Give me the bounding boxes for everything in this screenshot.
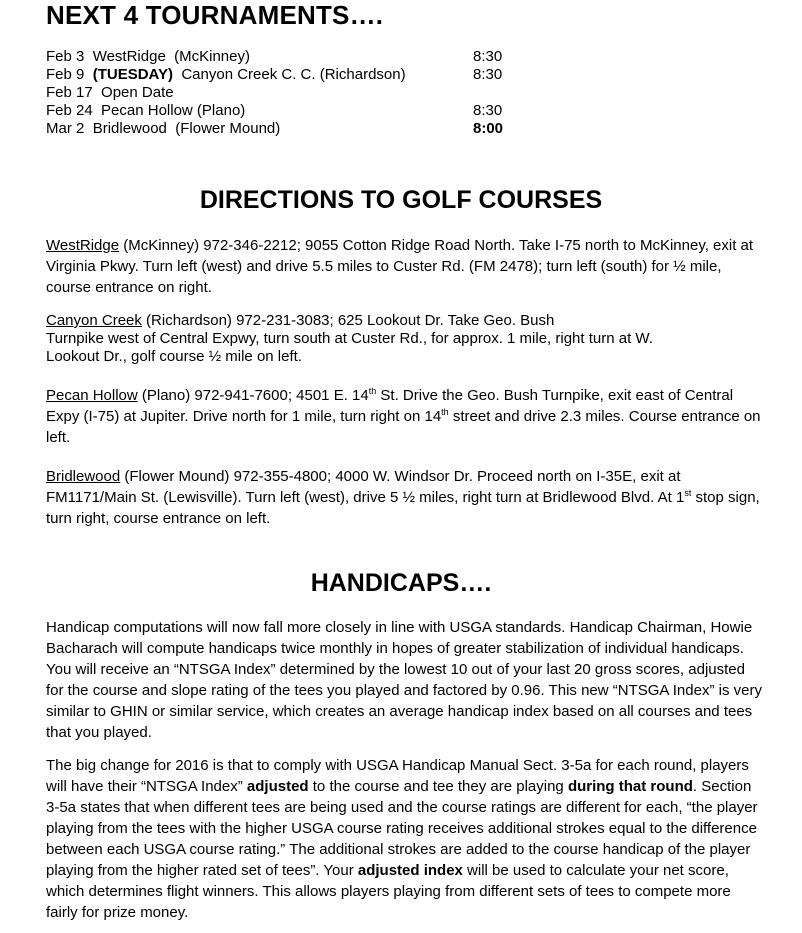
ordinal-suffix: th: [441, 407, 449, 417]
bridlewood-name: Bridlewood: [46, 468, 121, 485]
schedule-date: Feb 24: [46, 102, 93, 119]
canyon-creek-line3: Lookout Dr., golf course ½ mile on left.: [46, 348, 302, 365]
canyon-creek-directions: [46, 312, 766, 366]
schedule-date: Mar 2: [46, 120, 85, 137]
schedule-date: Feb 17: [46, 84, 93, 101]
pecan-hollow-text: St. Drive the Geo. Bush Turnpike, exit east of Central Expy (I-75) at Jupiter. Drive north for 1 mile, turn right on 14: [46, 387, 734, 425]
paragraph-text: will be used to calculate your net score, which determines flight winners. This allows players playing from different sets of tees to compete more fairly for prize money.: [46, 862, 731, 921]
handicaps-paragraph-1: Handicap computations will now fall more closely in line with USGA standards. Handicap Chairman, Howie Bacharach will compute handicaps twice monthly in hopes of greater stabilization of individual handicaps. You will receive an “NTSGA Index” determined by the lowest 10 out of your last 20 gross scores, adjusted for the course and slope rating of the tees you played and factored by 0.96. This new “NTSGA Index” is very similar to GHIN or similar service, which creates an average handicap index based on all courses and tees that you played.: [46, 619, 762, 741]
schedule-time: 8:30: [473, 102, 503, 119]
paragraph-text: The big change for 2016 is that to comply with USGA Handicap Manual Sect. 3-5a for each round, players will have their “NTSGA Index”: [46, 757, 749, 795]
schedule-date: Feb 9: [46, 66, 85, 83]
canyon-creek-line1: (Richardson) 972-231-3083; 625 Lookout Dr. Take Geo. Bush: [141, 312, 555, 329]
paragraph-text: to the course and tee they are playing: [308, 778, 568, 795]
westridge-name: WestRidge: [46, 237, 120, 254]
bridlewood-directions: [46, 466, 766, 529]
schedule-course: Open Date: [101, 84, 174, 101]
emphasis-text: adjusted index: [357, 862, 463, 879]
tournament-schedule: [46, 48, 566, 138]
canyon-creek-name: Canyon Creek: [46, 312, 142, 329]
schedule-day: (TUESDAY): [92, 66, 173, 83]
schedule-course: WestRidge (McKinney): [92, 48, 250, 65]
handicaps-heading: HANDICAPS….: [310, 569, 492, 597]
schedule-time: 8:30: [473, 48, 503, 65]
schedule-time: 8:30: [473, 66, 503, 83]
schedule-course: Canyon Creek C. C. (Richardson): [181, 66, 406, 83]
emphasis-text: adjusted: [246, 778, 309, 795]
emphasis-text: during that round: [567, 778, 693, 795]
ordinal-suffix: th: [368, 386, 377, 396]
schedule-row: [46, 102, 566, 120]
westridge-directions: [46, 235, 766, 298]
schedule-time: 8:00: [473, 120, 504, 137]
pecan-hollow-directions: [46, 385, 766, 448]
westridge-text: (McKinney) 972-346-2212; 9055 Cotton Ridge Road North. Take I-75 north to McKinney, exit at Virginia Pkwy. Turn left (west) and drive 5.5 miles to Custer Rd. (FM 2478); turn left (south) for ½ mile, course entrance on right.: [46, 237, 754, 296]
pecan-hollow-name: Pecan Hollow: [46, 387, 138, 404]
schedule-row: [46, 120, 566, 138]
pecan-hollow-text: street and drive 2.3 miles. Course entrance on left.: [46, 408, 761, 446]
pecan-hollow-text: (Plano) 972-941-7600; 4501 E. 14: [137, 387, 369, 404]
schedule-date: Feb 3: [46, 48, 85, 65]
paragraph-text: . Section 3-5a states that when different tees are being used and the course ratings are different for each, “the player playing from the tees with the higher USGA course rating receives additional strokes equal to the difference between each USGA course rating.” The additional strokes are added to the course handicap of the player playing from the higher rated set of tees”. Your: [46, 778, 758, 879]
bridlewood-text: stop sign, turn right, course entrance on left.: [46, 489, 760, 527]
bridlewood-text: (Flower Mound) 972-355-4800; 4000 W. Windsor Dr. Proceed north on I-35E, exit at FM1171/Main St. (Lewisville). Turn left (west), drive 5 ½ miles, right turn at Bridlewood Blvd. At 1: [46, 468, 685, 506]
schedule-course: Pecan Hollow (Plano): [101, 102, 246, 119]
schedule-row: [46, 84, 566, 102]
tournaments-heading: NEXT 4 TOURNAMENTS….: [46, 0, 384, 30]
schedule-row: [46, 66, 566, 84]
canyon-creek-line2: Turnpike west of Central Expwy, turn south at Custer Rd., for approx. 1 mile, right turn at W.: [46, 330, 653, 347]
directions-heading: DIRECTIONS TO GOLF COURSES: [199, 186, 603, 214]
schedule-row: [46, 48, 566, 66]
schedule-course: Bridlewood (Flower Mound): [92, 120, 281, 137]
ordinal-suffix: st: [684, 488, 692, 498]
handicaps-paragraph-2: [46, 755, 766, 923]
